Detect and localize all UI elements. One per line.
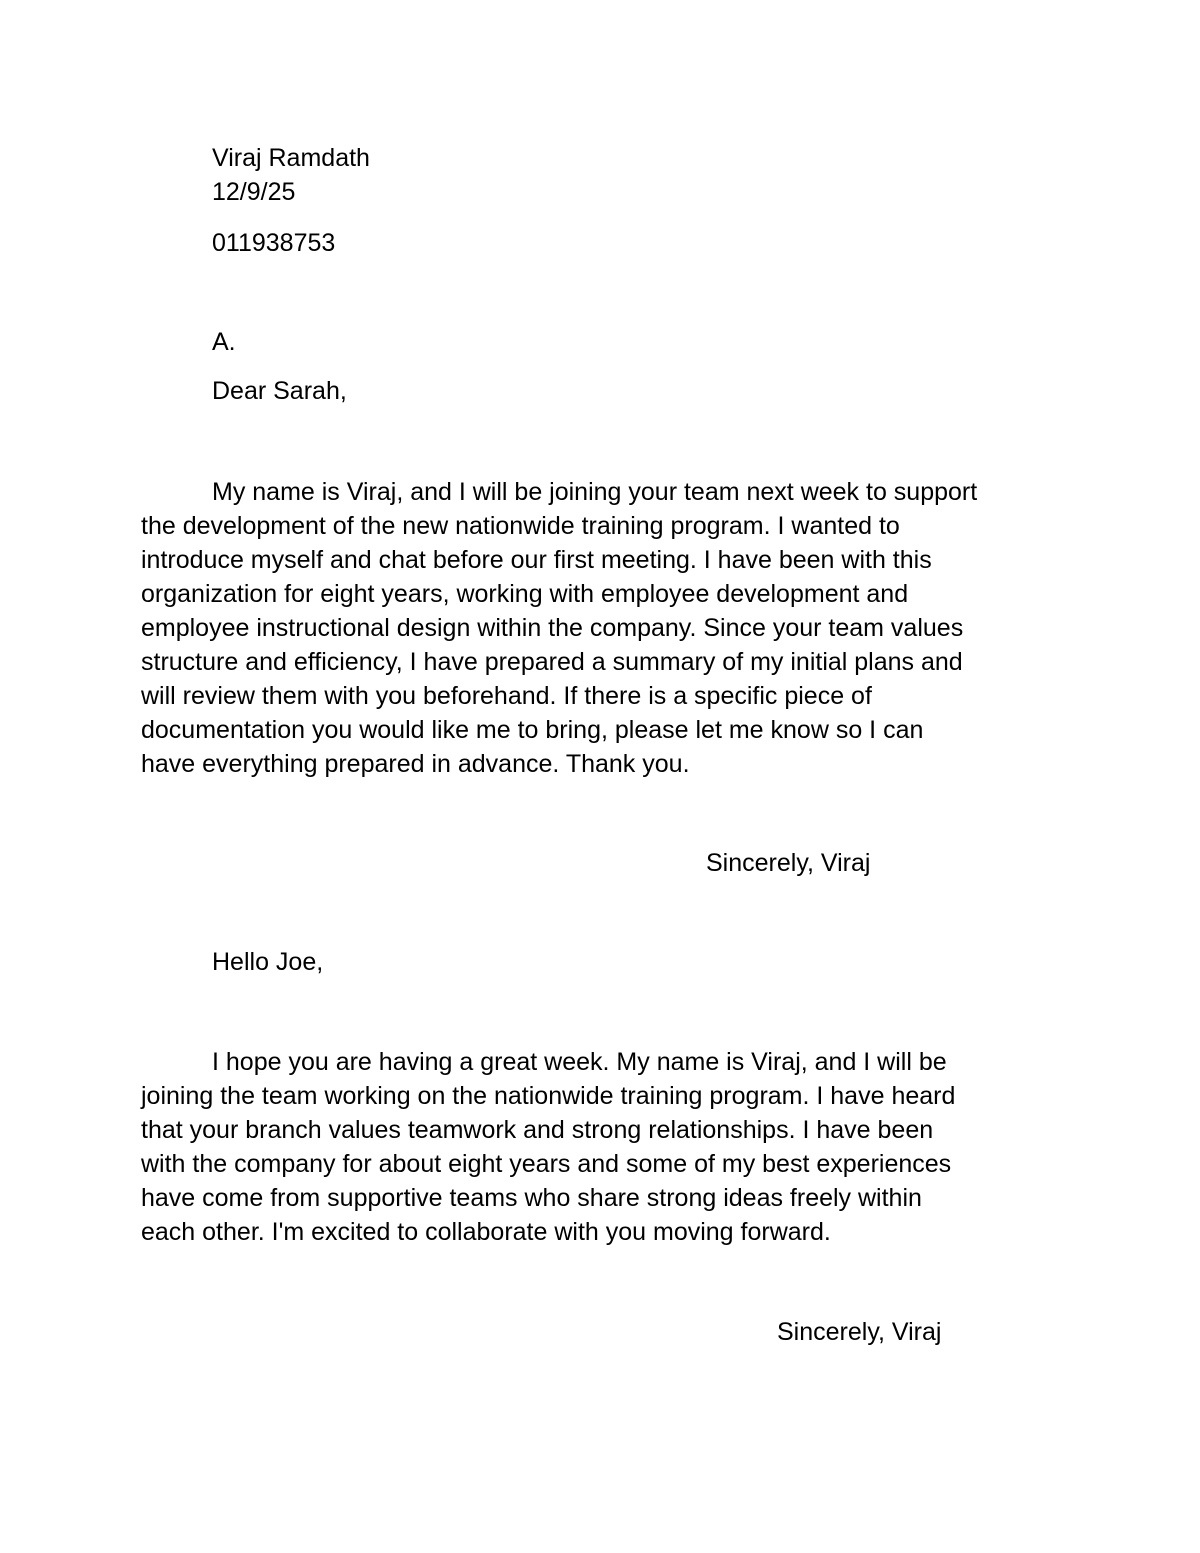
letter1-body-line: will review them with you beforehand. If there is a specific piece of xyxy=(141,682,872,710)
letter1-body xyxy=(141,475,1071,781)
author-name: Viraj Ramdath xyxy=(212,144,370,172)
letter1-greeting: Dear Sarah, xyxy=(212,377,347,405)
document-date: 12/9/25 xyxy=(212,178,296,206)
letter1-closing: Sincerely, Viraj xyxy=(706,849,871,877)
letter2-body-line: have come from supportive teams who share strong ideas freely within xyxy=(141,1184,922,1212)
letter2-body-line: joining the team working on the nationwide training program. I have heard xyxy=(141,1082,956,1110)
section-label: A. xyxy=(212,328,236,356)
id-number: 011938753 xyxy=(212,229,336,257)
letter1-body-line: My name is Viraj, and I will be joining your team next week to support xyxy=(212,478,978,506)
letter2-body xyxy=(141,1045,1071,1249)
letter1-body-line: have everything prepared in advance. Thank you. xyxy=(141,750,690,778)
letter2-closing: Sincerely, Viraj xyxy=(777,1318,942,1346)
letter1-body-line: the development of the new nationwide training program. I wanted to xyxy=(141,512,900,540)
letter1-body-line: structure and efficiency, I have prepared a summary of my initial plans and xyxy=(141,648,963,676)
letter1-body-line: introduce myself and chat before our first meeting. I have been with this xyxy=(141,546,932,574)
letter1-body-line: employee instructional design within the company. Since your team values xyxy=(141,614,964,642)
letter1-body-line: documentation you would like me to bring, please let me know so I can xyxy=(141,716,924,744)
letter2-body-line: with the company for about eight years and some of my best experiences xyxy=(141,1150,952,1178)
letter2-greeting: Hello Joe, xyxy=(212,948,324,976)
letter2-body-line: that your branch values teamwork and strong relationships. I have been xyxy=(141,1116,934,1144)
letter2-body-line: I hope you are having a great week. My name is Viraj, and I will be xyxy=(212,1048,947,1076)
letter1-body-line: organization for eight years, working with employee development and xyxy=(141,580,909,608)
letter2-body-line: each other. I'm excited to collaborate with you moving forward. xyxy=(141,1218,831,1246)
